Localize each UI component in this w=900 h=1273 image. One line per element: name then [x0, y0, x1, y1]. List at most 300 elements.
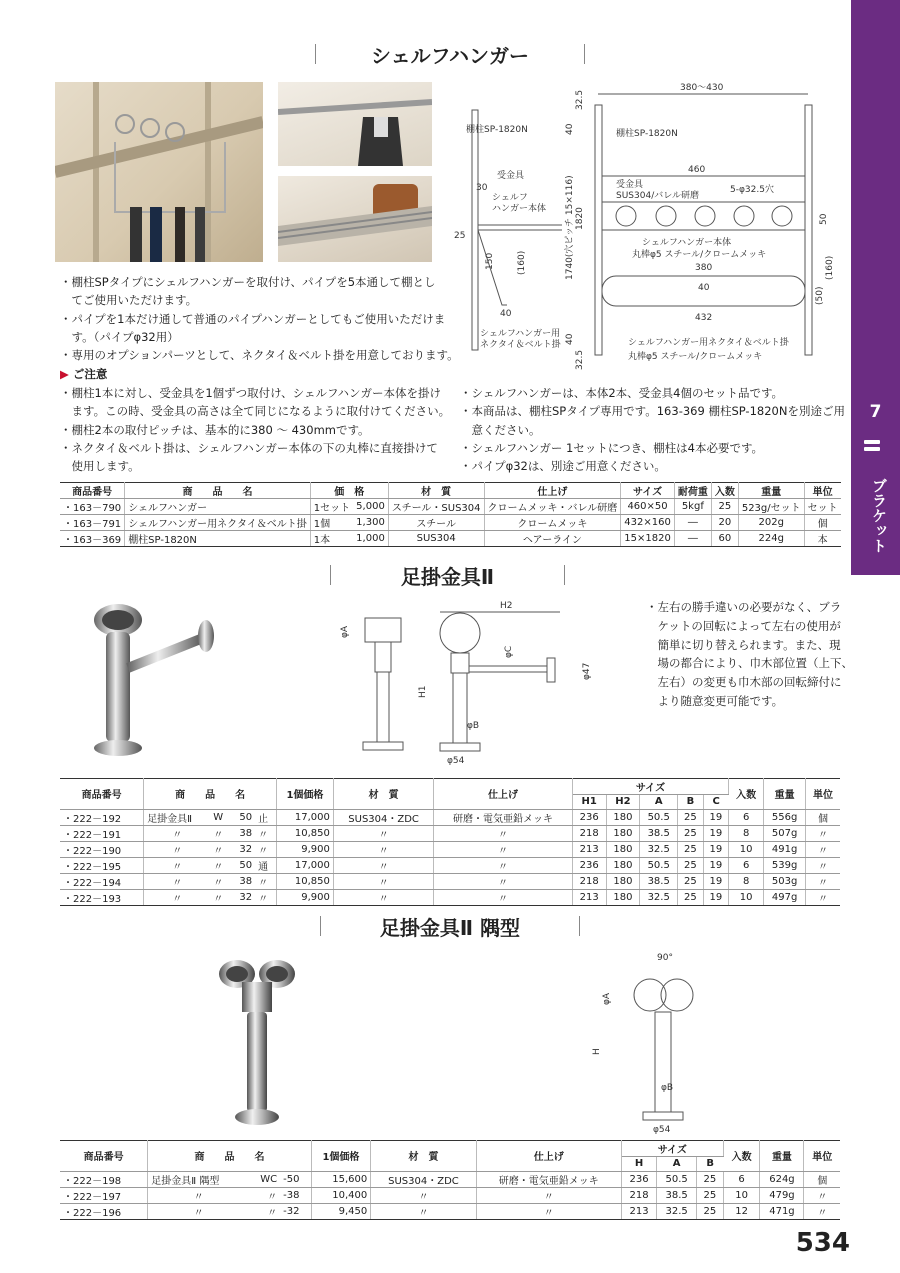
- front-dim-1820: 1820: [575, 207, 585, 230]
- cell: 32.5: [657, 1203, 697, 1219]
- cell: 〃: [434, 873, 572, 889]
- cell: 19: [703, 809, 729, 825]
- cell: 218: [572, 873, 606, 889]
- front-dim-1740: 1740(穴ピッチ 15×116): [565, 175, 575, 280]
- cell: 〃: [249, 1203, 280, 1219]
- col-code: 商品番号: [60, 779, 144, 810]
- cell: 研磨・電気亜鉛メッキ: [434, 809, 572, 825]
- col-material: 材 質: [388, 483, 484, 499]
- section-title-text: 足掛金具Ⅱ: [400, 565, 495, 589]
- cell: 32: [231, 841, 255, 857]
- cell: 個: [806, 809, 840, 825]
- shelf-hanger-table: [60, 482, 841, 547]
- cell: 〃: [255, 841, 276, 857]
- cell: 32.5: [640, 841, 678, 857]
- cell: 213: [572, 841, 606, 857]
- cell: 503g: [764, 873, 806, 889]
- cell: 1セット: [310, 499, 353, 515]
- cell: 539g: [764, 857, 806, 873]
- cell: 〃: [476, 1203, 621, 1219]
- cb-dim-b: φB: [661, 1083, 674, 1093]
- front-dim-40m: 40: [698, 283, 710, 293]
- cell: 25: [711, 499, 738, 515]
- cell: 〃: [144, 841, 211, 857]
- front-body-mat: 丸棒φ5 スチール/クロームメッキ: [632, 250, 767, 260]
- col-material: 材 質: [333, 779, 433, 810]
- col-qty: 入数: [711, 483, 738, 499]
- table-row: [60, 873, 840, 889]
- cell: ヘアーライン: [484, 531, 621, 547]
- table-header-row: [60, 1141, 840, 1157]
- note-line: ・パイプφ32は、別途ご用意ください。: [460, 459, 666, 474]
- cell: 〃: [804, 1203, 840, 1219]
- cell: 19: [703, 857, 729, 873]
- cell: -50: [280, 1171, 311, 1187]
- side-dim-30: 30: [476, 183, 488, 193]
- cell: 〃: [804, 1187, 840, 1203]
- cell: 〃: [806, 841, 840, 857]
- col-size-b: B: [697, 1157, 724, 1172]
- shelf-hanger-notes: [460, 384, 845, 475]
- cell: 32.5: [640, 889, 678, 905]
- cell: 本: [804, 531, 841, 547]
- cell: 〃: [144, 889, 211, 905]
- cell: 218: [572, 825, 606, 841]
- col-size-c: C: [703, 795, 729, 810]
- cell: 〃: [434, 889, 572, 905]
- cell: 研磨・電気亜鉛メッキ: [476, 1171, 621, 1187]
- cell: 556g: [764, 809, 806, 825]
- caution-heading: [60, 366, 107, 382]
- side-dim-40: 40: [500, 309, 512, 319]
- cell: 25: [697, 1203, 724, 1219]
- front-tie-label: シェルフハンガー用ネクタイ＆ベルト掛: [628, 338, 789, 348]
- caution-text: [60, 384, 450, 475]
- col-size-h2: H2: [606, 795, 640, 810]
- col-weight: 重量: [738, 483, 804, 499]
- side-body-label-2: ハンガー本体: [492, 204, 547, 214]
- cell: 〃: [210, 889, 231, 905]
- table-row: [60, 1203, 840, 1219]
- cell: 〃: [255, 825, 276, 841]
- foot-bracket-table: [60, 778, 840, 906]
- cell: ―: [674, 531, 711, 547]
- col-weight: 重量: [764, 779, 806, 810]
- shelf-hanger-photo-art: [55, 82, 263, 262]
- cell: 個: [804, 1171, 840, 1187]
- cell: W: [210, 809, 231, 825]
- cell: 25: [678, 857, 704, 873]
- col-finish: 仕上げ: [484, 483, 621, 499]
- bracket-icon: [864, 440, 880, 458]
- cell: 〃: [210, 841, 231, 857]
- section-title-shelf-hanger: [315, 40, 585, 69]
- table-row: [60, 889, 840, 905]
- table-row: [60, 825, 840, 841]
- cell: SUS304: [388, 531, 484, 547]
- cell: 479g: [760, 1187, 804, 1203]
- side-dim-25: 25: [454, 231, 466, 241]
- cell: ・222－195: [60, 857, 144, 873]
- cell: 17,000: [276, 857, 333, 873]
- cell: 〃: [144, 825, 211, 841]
- foot-bracket-photo: [88, 598, 218, 768]
- cell: 〃: [806, 889, 840, 905]
- side-dim-150: 150: [485, 252, 495, 270]
- cell: 50.5: [640, 857, 678, 873]
- front-dim-40-bottom: 40: [565, 333, 575, 345]
- cell: シェルフハンガー: [125, 499, 311, 515]
- cell: 180: [606, 825, 640, 841]
- cell: 10: [729, 841, 764, 857]
- cell: 〃: [434, 857, 572, 873]
- foot-bracket-drawing: [335, 598, 605, 768]
- col-price: 1個価格: [311, 1141, 371, 1172]
- side-tie-label-2: ネクタイ＆ベルト掛: [480, 340, 561, 350]
- cell: 10,850: [276, 825, 333, 841]
- cell: 6: [729, 809, 764, 825]
- col-price: 価 格: [310, 483, 388, 499]
- cell: 180: [606, 889, 640, 905]
- cell: 471g: [760, 1203, 804, 1219]
- vest-hanger-photo-art: [278, 82, 432, 166]
- cell: 32: [231, 889, 255, 905]
- table-row: [60, 531, 841, 547]
- cell: 1,300: [353, 515, 388, 531]
- cell: 〃: [144, 873, 211, 889]
- desc-line: 簡単に切り替えられます。また、現: [646, 637, 841, 652]
- cell: クロームメッキ: [484, 515, 621, 531]
- cell: ・222－196: [60, 1203, 148, 1219]
- note-line: ・本商品は、棚柱SPタイプ専用です。163-369 棚柱SP-1820Nを別途ご用: [460, 404, 845, 419]
- cell: 19: [703, 889, 729, 905]
- cb-dim-h: H: [592, 1048, 602, 1055]
- cell: 5,000: [353, 499, 388, 515]
- cell: 棚柱SP-1820N: [125, 531, 311, 547]
- front-dim-380: 380: [695, 263, 713, 273]
- col-code: 商品番号: [60, 483, 125, 499]
- cell: 1個: [310, 515, 353, 531]
- cell: ・222－192: [60, 809, 144, 825]
- cell: ―: [674, 515, 711, 531]
- desc-line: ・パイプを1本だけ通して普通のパイプハンガーとしてもご使用いただけま: [60, 311, 446, 326]
- table-row: [60, 499, 841, 515]
- col-size: サイズ: [572, 779, 728, 795]
- cell: 〃: [333, 873, 433, 889]
- cell: 50.5: [640, 809, 678, 825]
- cell: 180: [606, 809, 640, 825]
- page-number: 534: [795, 1228, 850, 1258]
- side-post-label: 棚柱SP-1820N: [466, 125, 528, 135]
- cell: 個: [804, 515, 841, 531]
- table-row: [60, 1187, 840, 1203]
- table-header-row: [60, 779, 840, 795]
- cell: 1本: [310, 531, 353, 547]
- col-name: 商 品 名: [144, 779, 277, 810]
- foot-bracket-description: [646, 598, 853, 711]
- cell: SUS304・ZDC: [371, 1171, 476, 1187]
- shelf-hanger-front-drawing: [560, 80, 845, 370]
- cell: 38: [231, 825, 255, 841]
- cell: 507g: [764, 825, 806, 841]
- front-dim-380-430: 380～430: [680, 83, 724, 93]
- cell: 8: [729, 873, 764, 889]
- side-tie-label: シェルフハンガー用: [480, 329, 561, 339]
- cell: 〃: [333, 857, 433, 873]
- cell: 38.5: [657, 1187, 697, 1203]
- fb-dim-47: φ47: [582, 662, 592, 680]
- cell: 25: [678, 825, 704, 841]
- col-finish: 仕上げ: [434, 779, 572, 810]
- desc-line: てご使用いただけます。: [60, 293, 198, 308]
- cell: 15,600: [311, 1171, 371, 1187]
- cell: 432×160: [621, 515, 675, 531]
- cell: 〃: [333, 841, 433, 857]
- col-material: 材 質: [371, 1141, 476, 1172]
- table-row: [60, 857, 840, 873]
- cell: 〃: [371, 1203, 476, 1219]
- front-holes-label: 5-φ32.5穴: [730, 185, 774, 195]
- cell: 236: [621, 1171, 656, 1187]
- front-dim-160r: (160): [825, 255, 835, 280]
- cell: 1,000: [353, 531, 388, 547]
- section-title-corner-bracket: [320, 912, 580, 941]
- cell: 50.5: [657, 1171, 697, 1187]
- cell: 460×50: [621, 499, 675, 515]
- cell: ・222－198: [60, 1171, 148, 1187]
- cell: セット: [804, 499, 841, 515]
- caution-triangle-icon: ▶: [60, 367, 69, 381]
- caution-line: ・棚柱1本に対し、受金具を1個ずつ取付け、シェルフハンガー本体を掛け: [60, 386, 442, 400]
- cb-dim-54: φ54: [653, 1125, 671, 1135]
- desc-line: より随意変更可能です。: [646, 693, 784, 708]
- cell: 〃: [210, 825, 231, 841]
- cell: 6: [729, 857, 764, 873]
- shelf-hanger-photo: [55, 82, 263, 262]
- front-dim-432: 432: [695, 313, 713, 323]
- cell: 491g: [764, 841, 806, 857]
- cell: 〃: [476, 1187, 621, 1203]
- front-post-label: 棚柱SP-1820N: [616, 129, 678, 139]
- desc-line: 左右）の変更も巾木部の回転締付に: [646, 675, 842, 690]
- cell: 19: [703, 841, 729, 857]
- desc-line: ・棚柱SPタイプにシェルフハンガーを取付け、パイプを5本通して棚とし: [60, 275, 436, 289]
- cell: シェルフハンガー用ネクタイ＆ベルト掛: [125, 515, 311, 531]
- cell: 10: [729, 889, 764, 905]
- col-unit: 単位: [804, 483, 841, 499]
- desc-line: ・専用のオプションパーツとして、ネクタイ＆ベルト掛を用意しております。: [60, 348, 459, 363]
- desc-line: ・左右の勝手違いの必要がなく、ブラ: [646, 600, 842, 614]
- cb-dim-deg: 90°: [657, 953, 673, 963]
- col-size-a: A: [640, 795, 678, 810]
- col-finish: 仕上げ: [476, 1141, 621, 1172]
- cell: -32: [280, 1203, 311, 1219]
- cell: 213: [621, 1203, 656, 1219]
- cell: 497g: [764, 889, 806, 905]
- front-dim-40-top: 40: [565, 123, 575, 135]
- cell: 〃: [249, 1187, 280, 1203]
- cell: 218: [621, 1187, 656, 1203]
- cell: 20: [711, 515, 738, 531]
- cell: 通: [255, 857, 276, 873]
- cell: 〃: [148, 1187, 249, 1203]
- cell: 17,000: [276, 809, 333, 825]
- cell: ・222－194: [60, 873, 144, 889]
- cell: 202g: [738, 515, 804, 531]
- table-row: [60, 515, 841, 531]
- front-bracket-label: 受金具: [616, 180, 644, 190]
- caution-line: ・棚柱2本の取付ピッチは、基本的に380 ～ 430mmです。: [60, 422, 370, 437]
- col-size-h: H: [621, 1157, 656, 1172]
- cell: 〃: [148, 1203, 249, 1219]
- table-row: [60, 1171, 840, 1187]
- cell: 〃: [434, 841, 572, 857]
- cell: ・163－790: [60, 499, 125, 515]
- fb-dim-h1: H1: [418, 685, 428, 698]
- cell: 8: [729, 825, 764, 841]
- table-row: [60, 841, 840, 857]
- cell: 236: [572, 857, 606, 873]
- cell: ・163－369: [60, 531, 125, 547]
- cell: 180: [606, 873, 640, 889]
- table-row: [60, 809, 840, 825]
- corner-bracket-drawing: [585, 950, 705, 1135]
- table-header-row: [60, 483, 841, 499]
- cell: 38.5: [640, 825, 678, 841]
- col-size: サイズ: [621, 483, 675, 499]
- col-size-a: A: [657, 1157, 697, 1172]
- cell: 〃: [806, 825, 840, 841]
- cell: ・222－197: [60, 1187, 148, 1203]
- cell: 38: [231, 873, 255, 889]
- cell: SUS304・ZDC: [333, 809, 433, 825]
- col-name: 商 品 名: [148, 1141, 311, 1172]
- desc-line: す。（パイプφ32用）: [60, 329, 179, 344]
- col-size-h1: H1: [572, 795, 606, 810]
- col-size: サイズ: [621, 1141, 723, 1157]
- side-dim-160: (160): [517, 250, 527, 275]
- cell: 9,900: [276, 841, 333, 857]
- cell: ・222－191: [60, 825, 144, 841]
- cell: 180: [606, 841, 640, 857]
- caution-title: ご注意: [72, 367, 108, 381]
- cell: スチール: [388, 515, 484, 531]
- section-title-text: シェルフハンガー: [371, 44, 529, 68]
- cell: 19: [703, 873, 729, 889]
- cell: 足掛金具Ⅱ: [144, 809, 211, 825]
- section-title-text: 足掛金具Ⅱ 隅型: [379, 916, 521, 940]
- cell: 624g: [760, 1171, 804, 1187]
- note-line: 意ください。: [460, 422, 541, 437]
- cell: 足掛金具Ⅱ 隅型: [148, 1171, 249, 1187]
- note-line: ・シェルフハンガーは、本体2本、受金具4個のセット品です。: [460, 386, 784, 400]
- fb-dim-54: φ54: [447, 756, 465, 766]
- cell: 236: [572, 809, 606, 825]
- cb-dim-a: φA: [602, 992, 612, 1005]
- shelf-photo: [278, 176, 432, 262]
- front-dim-50b: (50): [815, 286, 825, 305]
- cell: 〃: [806, 873, 840, 889]
- col-qty: 入数: [729, 779, 764, 810]
- cell: 50: [231, 857, 255, 873]
- fb-dim-b: φB: [467, 721, 480, 731]
- front-dim-32-5-top: 32.5: [575, 89, 585, 110]
- cell: 〃: [333, 825, 433, 841]
- shelf-hanger-side-drawing: [452, 90, 567, 360]
- vest-hanger-photo: [278, 82, 432, 166]
- col-load: 耐荷重: [674, 483, 711, 499]
- front-body-label: シェルフハンガー本体: [642, 238, 732, 248]
- fb-dim-a: φA: [340, 625, 350, 638]
- cell: 25: [678, 841, 704, 857]
- cell: 〃: [333, 889, 433, 905]
- col-qty: 入数: [723, 1141, 760, 1172]
- cell: 38.5: [640, 873, 678, 889]
- cell: 〃: [144, 857, 211, 873]
- cell: 25: [697, 1187, 724, 1203]
- cell: 10: [723, 1187, 760, 1203]
- cell: 12: [723, 1203, 760, 1219]
- cell: 〃: [255, 889, 276, 905]
- cell: 523g/セット: [738, 499, 804, 515]
- front-bracket-mat: SUS304/バレル研磨: [616, 191, 699, 201]
- front-tie-mat: 丸棒φ5 スチール/クロームメッキ: [628, 352, 763, 362]
- cell: 25: [678, 809, 704, 825]
- cell: 10,400: [311, 1187, 371, 1203]
- cell: 15×1820: [621, 531, 675, 547]
- desc-line: 場の都合により、巾木部位置（上下、: [646, 656, 853, 671]
- side-body-label: シェルフ: [492, 193, 528, 203]
- cell: 224g: [738, 531, 804, 547]
- caution-line: ます。この時、受金具の高さは全て同じになるように取付けてください。: [60, 404, 451, 419]
- front-dim-32-5-bottom: 32.5: [575, 349, 585, 370]
- cell: クロームメッキ・バレル研磨: [484, 499, 621, 515]
- fb-dim-c: φC: [504, 645, 514, 658]
- col-unit: 単位: [806, 779, 840, 810]
- note-line: ・シェルフハンガー 1セットにつき、棚柱は4本必要です。: [460, 440, 764, 455]
- desc-line: ケットの回転によって左右の使用が: [646, 618, 841, 633]
- col-size-b: B: [678, 795, 704, 810]
- cell: 25: [678, 889, 704, 905]
- col-name: 商 品 名: [125, 483, 311, 499]
- cell: 〃: [210, 873, 231, 889]
- cell: 止: [255, 809, 276, 825]
- section-title-foot-bracket: [330, 561, 565, 590]
- corner-bracket-photo: [212, 952, 302, 1132]
- front-dim-50: 50: [819, 213, 829, 225]
- cell: 5kgf: [674, 499, 711, 515]
- cell: ・222－190: [60, 841, 144, 857]
- col-price: 1個価格: [276, 779, 333, 810]
- cell: WC: [249, 1171, 280, 1187]
- cell: -38: [280, 1187, 311, 1203]
- cell: 60: [711, 531, 738, 547]
- front-dim-460: 460: [688, 165, 706, 175]
- cell: 213: [572, 889, 606, 905]
- cell: 25: [697, 1171, 724, 1187]
- cell: 9,450: [311, 1203, 371, 1219]
- cell: ・163－791: [60, 515, 125, 531]
- cell: 〃: [806, 857, 840, 873]
- col-unit: 単位: [804, 1141, 840, 1172]
- caution-line: ・ネクタイ＆ベルト掛は、シェルフハンガー本体の下の丸棒に直接掛けて: [60, 440, 438, 455]
- cell: 〃: [434, 825, 572, 841]
- cell: 〃: [371, 1187, 476, 1203]
- corner-bracket-table: [60, 1140, 840, 1220]
- shelf-photo-art: [278, 176, 432, 262]
- cell: ・222－193: [60, 889, 144, 905]
- col-weight: 重量: [760, 1141, 804, 1172]
